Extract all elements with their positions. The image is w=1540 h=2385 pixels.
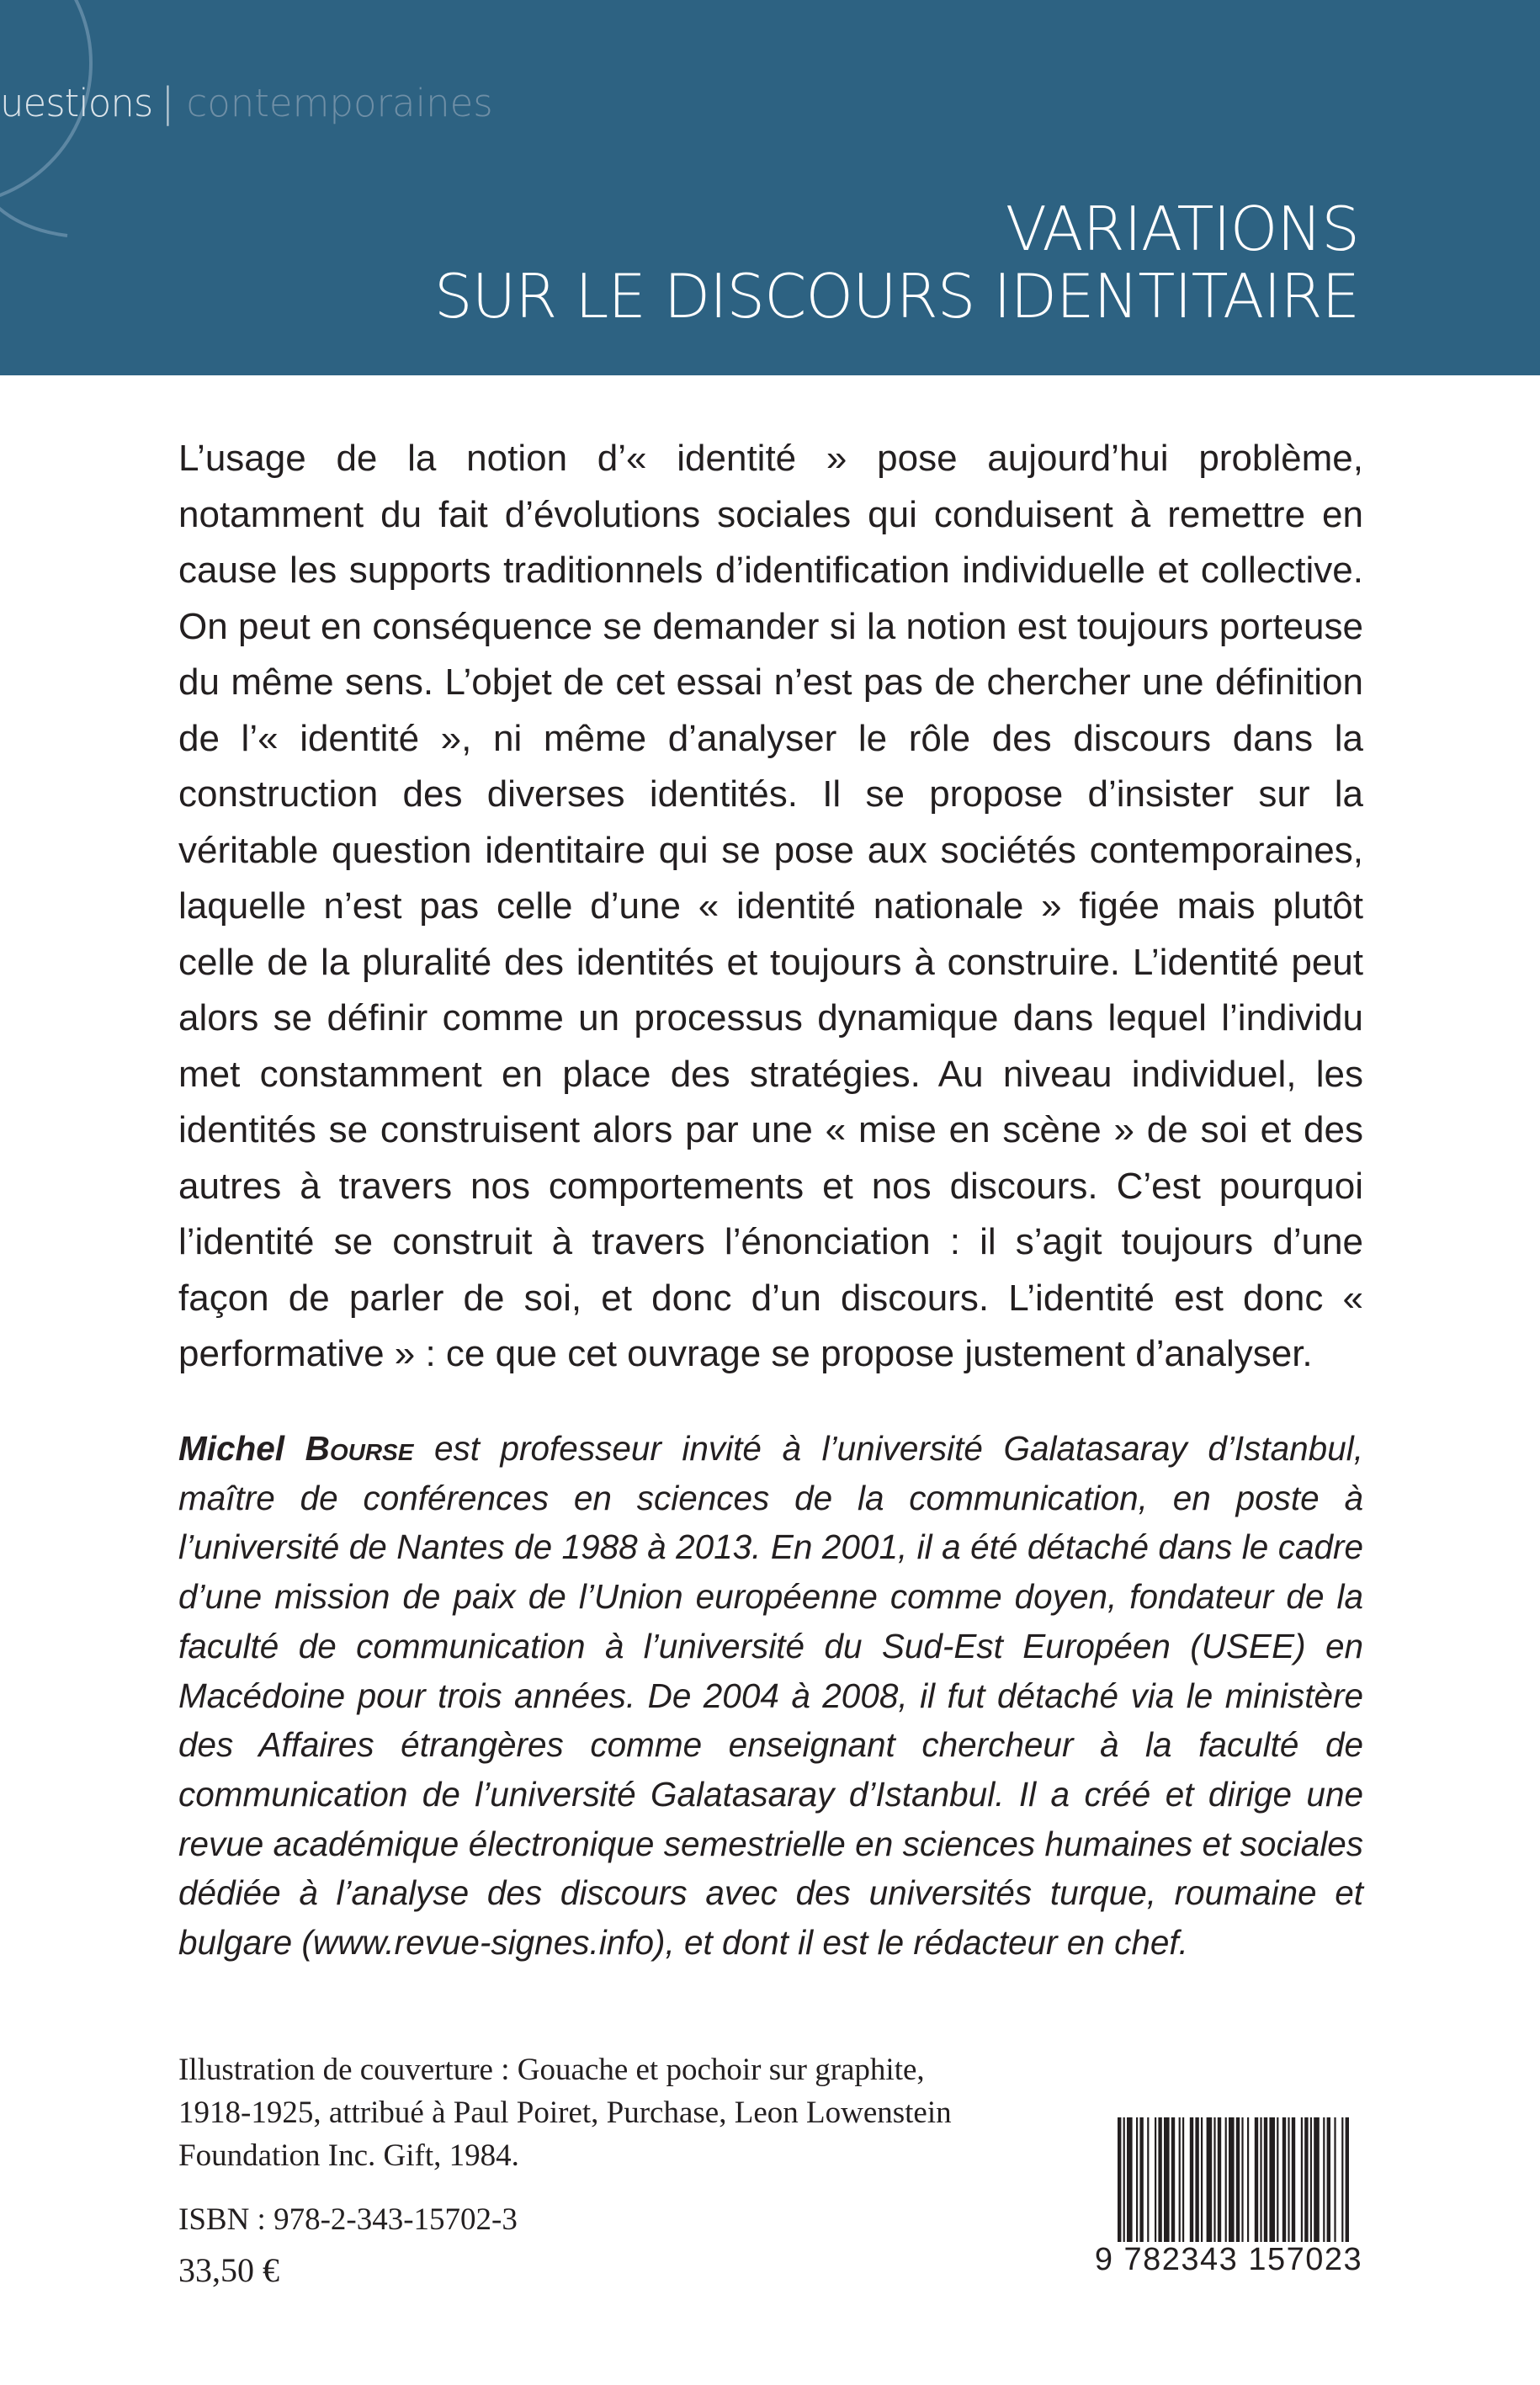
barcode-bar <box>1139 2117 1143 2254</box>
barcode-bar <box>1207 2117 1213 2254</box>
credits-line-3: Foundation Inc. Gift, 1984. <box>178 2138 519 2173</box>
barcode-bar <box>1127 2117 1133 2254</box>
author-first-name: Michel <box>178 1429 285 1468</box>
barcode-bar <box>1304 2117 1308 2254</box>
barcode-bar <box>1190 2117 1193 2254</box>
barcode-bar <box>1195 2117 1198 2254</box>
barcode-bar <box>1282 2117 1286 2254</box>
summary-text: L’usage de la notion d’« identité » pose aujourd’hui problème, notamment du fait d’évolutions sociales qui conduisent à remettre en cause les supports traditionnels d’identification individuelle et collective. On peut en conséquence se demander si la notion est toujours porteuse du même sens. L’objet de cet essai n’est pas de chercher une définition de l’« identité », ni même d’analyser le rôle des discours dans la construction des diverses identités. Il se propose d’insister sur la véritable question identitaire qui se pose aux sociétés contemporaines, laquelle n’est pas celle d’une « identité nationale » figée mais plutôt celle de la pluralité des identités et toujours à construire. L’identité peut alors se définir comme un processus dynamique dans lequel l’individu met constamment en place des stratégies. Au niveau individuel, les identités se construisent alors par une « mise en scène » de soi et des autres à travers nos comportements et nos discours. C’est pourquoi l’identité se construit à travers l’énonciation : il s’agit toujours d’une façon de parler de soi, et donc d’un discours. L’identité est donc « performative » : ce que cet ouvrage se propose justement d’analyser. <box>178 438 1363 1374</box>
barcode-bar <box>1123 2117 1125 2254</box>
barcode-bar <box>1346 2117 1349 2254</box>
barcode-bar <box>1310 2117 1312 2254</box>
barcode-bar <box>1277 2117 1278 2254</box>
q-logo-icon <box>0 0 151 278</box>
isbn: ISBN : 978-2-343-15702-3 <box>178 2202 518 2237</box>
series-name <box>0 77 493 128</box>
barcode-bar <box>1314 2117 1320 2254</box>
barcode-bar <box>1225 2117 1227 2254</box>
series-word-questions: uestions <box>0 80 153 125</box>
barcode-bar <box>1213 2117 1215 2254</box>
barcode-bar <box>1255 2117 1258 2254</box>
credits-line-2: 1918-1925, attribué à Paul Poiret, Purchase, Leon Lowenstein <box>178 2096 952 2130</box>
barcode <box>1094 2117 1363 2286</box>
barcode-bar <box>1264 2117 1267 2254</box>
barcode-bar <box>1334 2117 1336 2254</box>
barcode-bar <box>1158 2117 1161 2254</box>
barcode-bars <box>1094 2117 1363 2256</box>
barcode-bar <box>1218 2117 1221 2254</box>
barcode-bar <box>1288 2117 1289 2254</box>
barcode-digits: 9 782343 157023 <box>1094 2242 1363 2277</box>
price: 33,50 € <box>178 2251 279 2289</box>
cover-credits <box>178 2048 1020 2177</box>
series-word-contemporaines: contemporaines <box>186 80 493 125</box>
bio-text: est professeur invité à l’université Galatasaray d’Istanbul, maître de conférences en sciences de la communication, en poste à l’université de Nantes de 1988 à 2013. En 2001, il a été détaché dans le cadre d’une mission de paix de l’Union européenne comme doyen, fondateur de la faculté de communication à l’université du Sud-Est Européen (USEE) en Macédoine pour trois années. De 2004 à 2008, il fut détaché via le ministère des Affaires étrangères comme enseignant chercheur à la faculté de communication de l’université Galatasaray d’Istanbul. Il a créé et dirige une revue académique électronique semestrielle en sciences humaines et sociales dédiée à l’analyse des discours avec des universités turque, roumaine et bulgare (www.revue-signes.info), et dont il est le rédacteur en chef. <box>178 1429 1363 1963</box>
barcode-bar <box>1136 2117 1138 2254</box>
barcode-bar <box>1171 2117 1175 2254</box>
barcode-bar <box>1179 2117 1181 2254</box>
barcode-bar <box>1201 2117 1203 2254</box>
barcode-bar <box>1341 2117 1343 2254</box>
barcode-bar <box>1292 2117 1295 2254</box>
barcode-bar <box>1182 2117 1184 2254</box>
barcode-bar <box>1118 2117 1121 2254</box>
barcode-bar <box>1260 2117 1261 2254</box>
barcode-bar <box>1236 2117 1240 2254</box>
barcode-bar <box>1301 2117 1303 2254</box>
series-separator: | <box>161 79 175 126</box>
credits-line-1: Illustration de couverture : Gouache et pochoir sur graphite, <box>178 2053 925 2087</box>
barcode-bar <box>1241 2117 1243 2254</box>
barcode-bar <box>1164 2117 1170 2254</box>
barcode-bar <box>1323 2117 1325 2254</box>
author-bio <box>178 1424 1363 1968</box>
barcode-bar <box>1229 2117 1235 2254</box>
book-title <box>434 195 1359 330</box>
title-line-2: SUR LE DISCOURS IDENTITAIRE <box>433 261 1359 332</box>
barcode-bar <box>1155 2117 1156 2254</box>
barcode-bar <box>1269 2117 1275 2254</box>
barcode-bar <box>1147 2117 1149 2254</box>
header-band <box>0 0 1540 375</box>
barcode-bar <box>1247 2117 1249 2254</box>
barcode-bar <box>1327 2117 1330 2254</box>
author-last-name: Bourse <box>305 1429 414 1468</box>
title-line-1: VARIATIONS <box>1005 194 1359 264</box>
